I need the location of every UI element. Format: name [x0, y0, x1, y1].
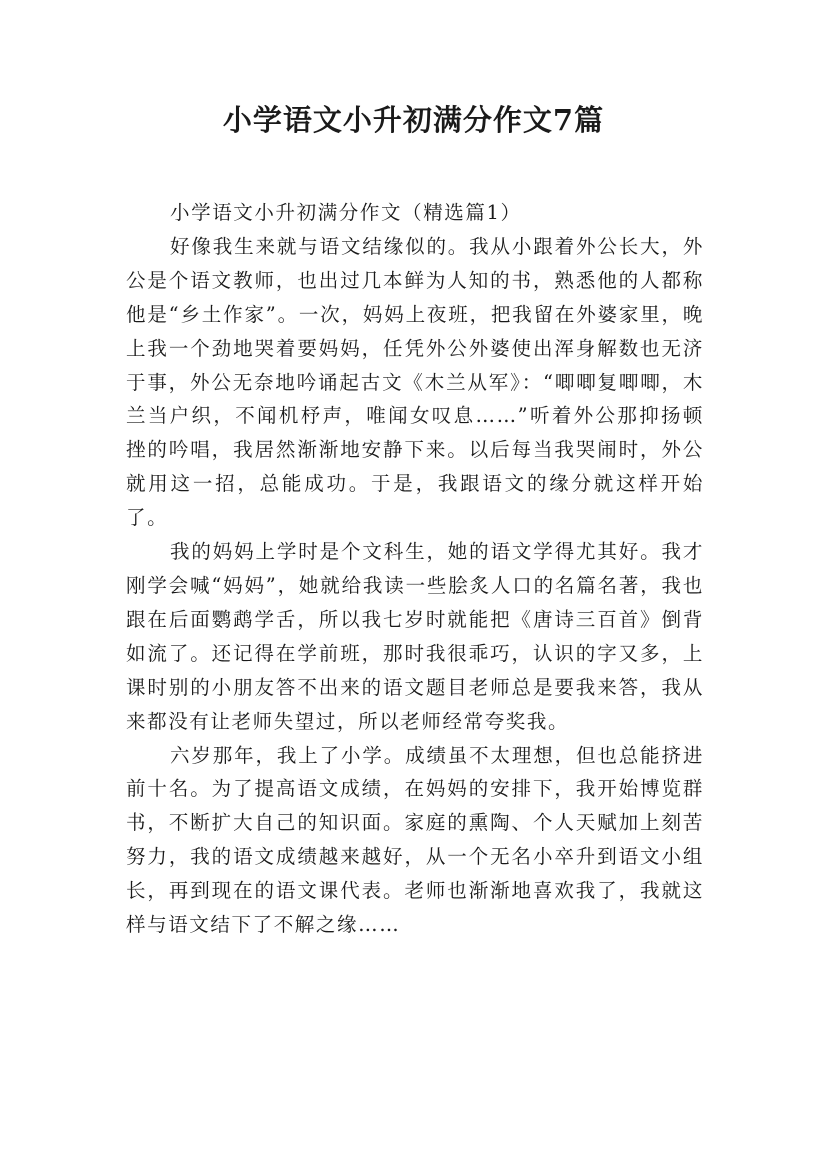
paragraph-2: 我的妈妈上学时是个文科生，她的语文学得尤其好。我才刚学会喊“妈妈”，她就给我读一些脍炙人口的名篇名著，我也跟在后面鹦鹉学舌，所以我七岁时就能把《唐诗三百首》倒背如流了。还记得在学前班，那时我很乖巧，认识的字又多，上课时别的小朋友答不出来的语文题目老师总是要我来答，我从来都没有让老师失望过，所以老师经常夸奖我。: [126, 540, 704, 733]
section-heading: 小学语文小升初满分作文（精选篇1）: [170, 201, 522, 224]
document-body: [126, 196, 704, 942]
document-title: 小学语文小升初满分作文7篇: [222, 103, 605, 137]
paragraph-1: 好像我生来就与语文结缘似的。我从小跟着外公长大，外公是个语文教师，也出过几本鲜为人知的书，熟悉他的人都称他是“乡土作家”。一次，妈妈上夜班，把我留在外婆家里，晚上我一个劲地哭着要妈妈，任凭外公外婆使出浑身解数也无济于事，外公无奈地吟诵起古文《木兰从军》：“唧唧复唧唧，木兰当户织，不闻机杼声，唯闻女叹息……”听着外公那抑扬顿挫的吟唱，我居然渐渐地安静下来。以后每当我哭闹时，外公就用这一招，总能成功。于是，我跟语文的缘分就这样开始了。: [126, 234, 704, 530]
paragraph-3: 六岁那年，我上了小学。成绩虽不太理想，但也总能挤进前十名。为了提高语文成绩，在妈妈的安排下，我开始博览群书，不断扩大自己的知识面。家庭的熏陶、个人天赋加上刻苦努力，我的语文成绩越来越好，从一个无名小卒升到语文小组长，再到现在的语文课代表。老师也渐渐地喜欢我了，我就这样与语文结下了不解之缘……: [126, 743, 704, 937]
